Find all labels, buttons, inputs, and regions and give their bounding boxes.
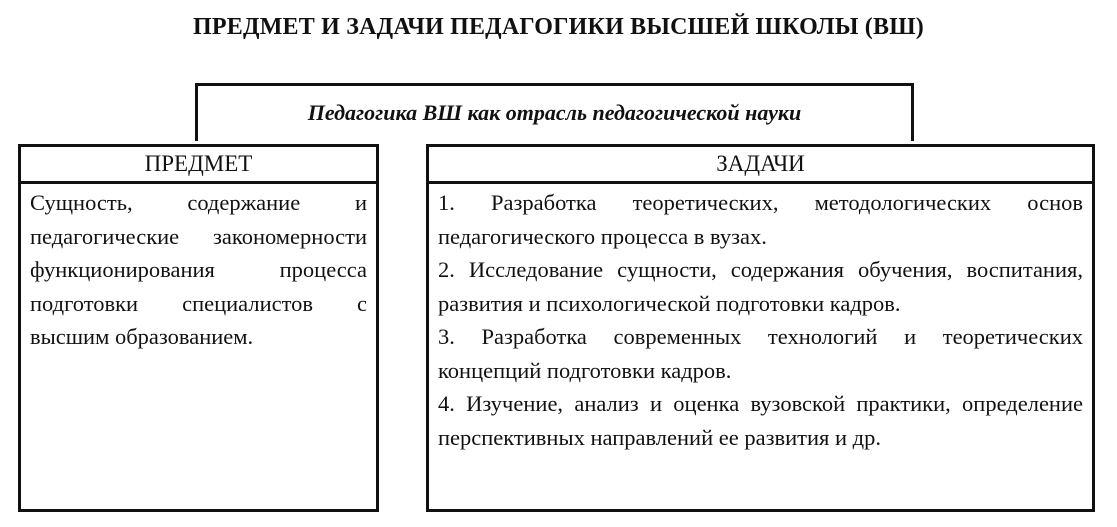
task-item-1: 1. Разработка теоретических, методологических основ педагогического процесса в вузах. (438, 190, 1083, 249)
tasks-box (426, 144, 1095, 512)
task-item-4: 4. Изучение, анализ и оценка вузовской практики, определение перспективных направлений ее развития и др. (438, 391, 1083, 450)
task-item-3: 3. Разработка современных технологий и теоретических концепций подготовки кадров. (438, 324, 1083, 383)
tasks-list (429, 184, 1092, 454)
subject-box (18, 144, 379, 512)
subtitle-text: Педагогика ВШ как отрасль педагогической науки (307, 100, 802, 125)
page-title: ПРЕДМЕТ И ЗАДАЧИ ПЕДАГОГИКИ ВЫСШЕЙ ШКОЛЫ (ВШ) (193, 14, 924, 40)
subtitle-box (195, 83, 914, 141)
subject-header: ПРЕДМЕТ (21, 147, 376, 184)
task-item-2: 2. Исследование сущности, содержания обучения, воспитания, развития и психологической подготовки кадров. (438, 257, 1083, 316)
tasks-header: ЗАДАЧИ (429, 147, 1092, 184)
subject-text: Сущность, содержание и педагогические закономерности функционирования процесса подготовки специалистов с высшим образованием. (30, 190, 367, 349)
